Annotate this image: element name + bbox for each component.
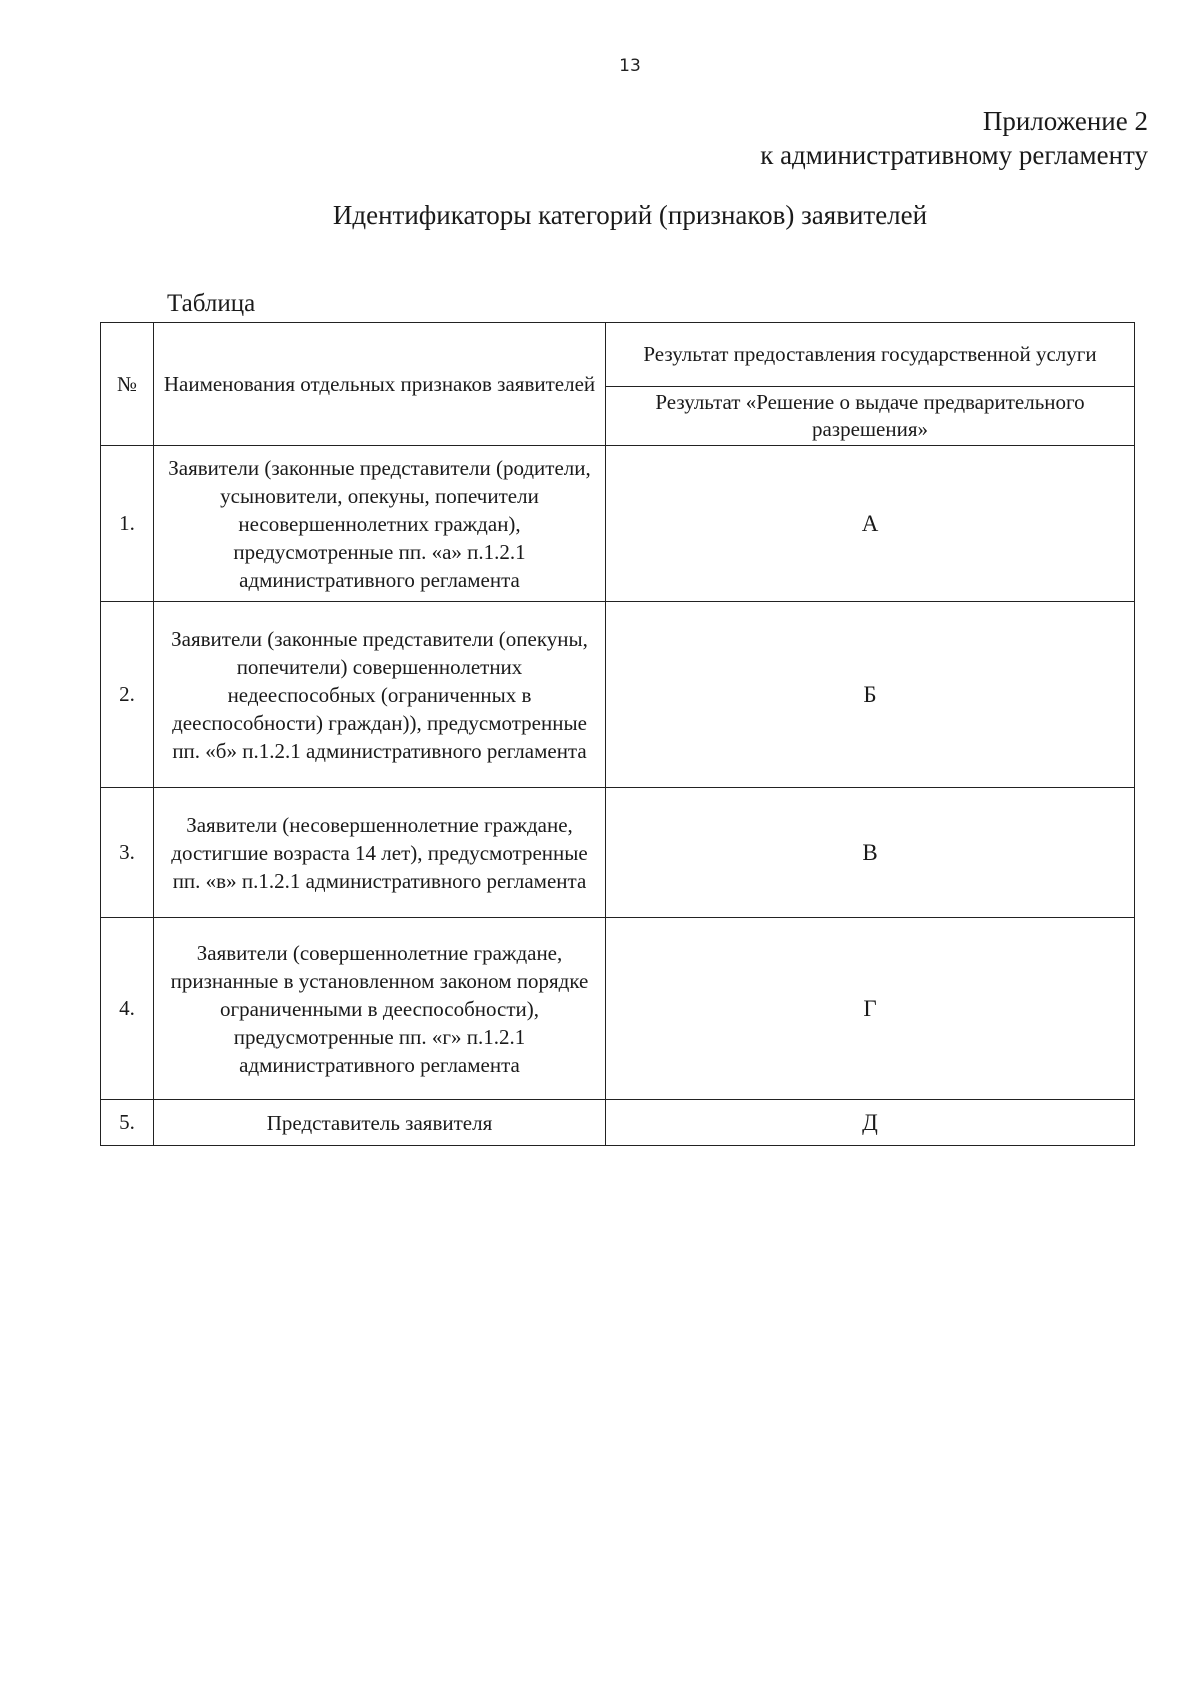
header-num: № xyxy=(101,323,154,446)
table-row xyxy=(101,1100,1135,1146)
row-number: 4. xyxy=(101,918,154,1100)
applicant-category: Заявители (законные представители (родители, усыновители, опекуны, попечители несовершеннолетних граждан), предусмотренные пп. «а» п.1.2.1 административного регламента xyxy=(154,446,606,602)
applicant-category: Заявители (совершеннолетние граждане, признанные в установленном законом порядке ограниченными в дееспособности), предусмотренные пп. «г» п.1.2.1 административного регламента xyxy=(154,918,606,1100)
row-number: 3. xyxy=(101,788,154,918)
table-header-row xyxy=(101,323,1135,387)
category-identifier: А xyxy=(606,446,1135,602)
applicant-category: Представитель заявителя xyxy=(154,1100,606,1146)
category-identifier: Б xyxy=(606,602,1135,788)
document-title: Идентификаторы категорий (признаков) заявителей xyxy=(332,200,928,230)
page-number: 13 xyxy=(619,56,641,76)
row-number: 2. xyxy=(101,602,154,788)
appendix-line-2: к административному регламенту xyxy=(760,140,1148,170)
applicant-category: Заявители (несовершеннолетние граждане, достигшие возраста 14 лет), предусмотренные пп. «в» п.1.2.1 административного регламента xyxy=(154,788,606,918)
header-result-group: Результат предоставления государственной услуги xyxy=(606,323,1135,387)
table-row xyxy=(101,602,1135,788)
appendix-line-1: Приложение 2 xyxy=(982,106,1148,136)
category-identifier: Д xyxy=(606,1100,1135,1146)
header-name: Наименования отдельных признаков заявителей xyxy=(154,323,606,446)
applicant-category: Заявители (законные представители (опекуны, попечители) совершеннолетних недееспособных (ограниченных в дееспособности) граждан)), предусмотренные пп. «б» п.1.2.1 административного регламента xyxy=(154,602,606,788)
row-number: 5. xyxy=(101,1100,154,1146)
row-number: 1. xyxy=(101,446,154,602)
category-identifier: Г xyxy=(606,918,1135,1100)
table-caption: Таблица xyxy=(167,290,256,317)
table-row xyxy=(101,788,1135,918)
table-row xyxy=(101,446,1135,602)
header-result-sub: Результат «Решение о выдаче предварительного разрешения» xyxy=(606,387,1135,446)
appendix-heading xyxy=(760,104,1148,172)
table-row xyxy=(101,918,1135,1100)
applicant-categories-table xyxy=(100,322,1135,1146)
category-identifier: В xyxy=(606,788,1135,918)
